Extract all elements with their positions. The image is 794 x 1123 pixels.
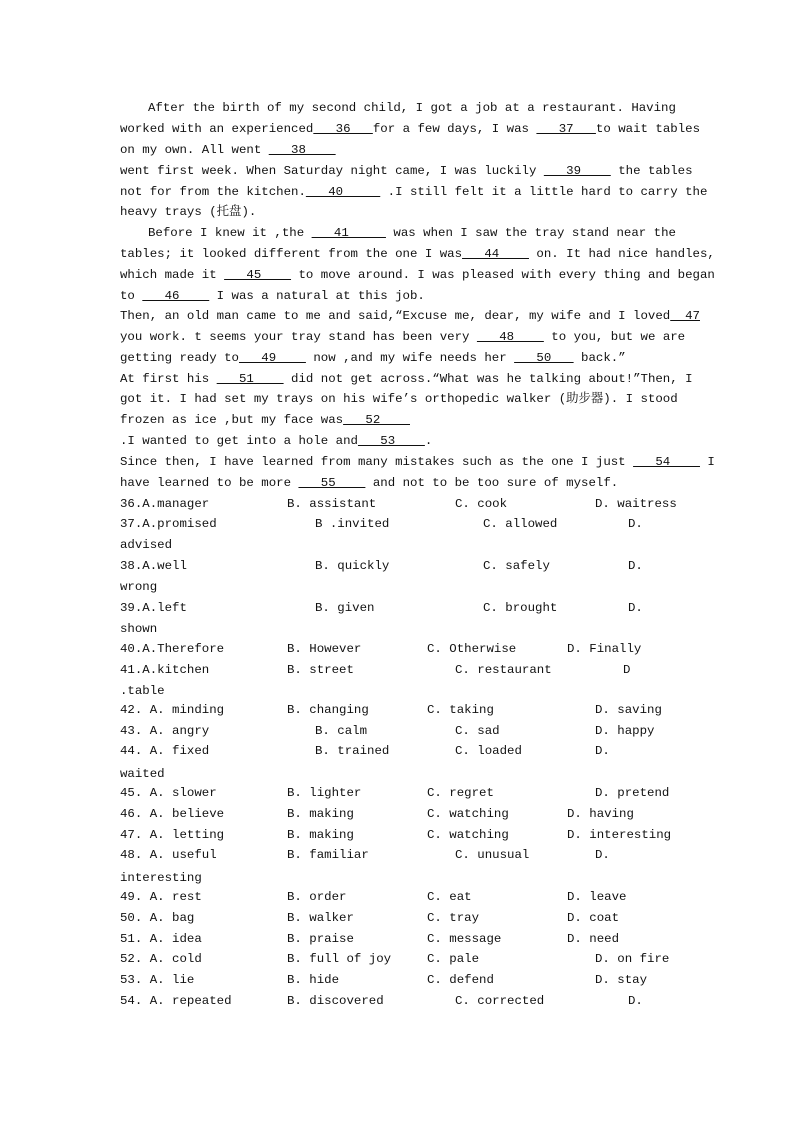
option-d: D. stay (595, 973, 648, 987)
blank-55: 55 (298, 476, 366, 490)
passage-line: you work. t seems your tray stand has been very 48 to you, but we are (120, 330, 686, 344)
option-b: B. order (287, 890, 347, 904)
option-row (120, 495, 677, 514)
option-a: 53. A. lie (120, 973, 195, 987)
option-c: C. sad (455, 724, 500, 738)
option-d: D. waitress (595, 497, 677, 511)
option-c: C. watching (427, 828, 509, 842)
passage-line: Before I knew it ,the 41 was when I saw the tray stand near the (148, 226, 676, 240)
option-a: 54. A. repeated (120, 994, 232, 1008)
option-b: B. street (287, 663, 354, 677)
option-c: C. unusual (455, 848, 530, 862)
passage-line: not for from the kitchen. 40 .I still felt it a little hard to carry the (120, 185, 708, 199)
option-a: 49. A. rest (120, 890, 202, 904)
option-c: C. loaded (455, 744, 522, 758)
option-d: D. (595, 848, 610, 862)
option-b: B. changing (287, 703, 369, 717)
blank-44: 44 (462, 247, 529, 261)
option-c: C. pale (427, 952, 480, 966)
passage-line: .I wanted to get into a hole and 53 . (120, 434, 433, 448)
passage-line: worked with an experienced 36 for a few days, I was 37 to wait tables (120, 122, 701, 136)
option-b: B. discovered (287, 994, 384, 1008)
passage-line: Since then, I have learned from many mistakes such as the one I just 54 I (120, 455, 715, 469)
option-c: C. taking (427, 703, 494, 717)
option-a: 44. A. fixed (120, 744, 210, 758)
blank-54: 54 (633, 455, 700, 469)
option-a: 48. A. useful (120, 848, 217, 862)
option-continuation: interesting (120, 871, 202, 885)
option-b: B. lighter (287, 786, 362, 800)
option-a: 43. A. angry (120, 724, 210, 738)
option-row (120, 930, 674, 949)
blank-40: 40 (305, 185, 381, 199)
blank-52: 52 (343, 413, 410, 427)
option-a: 50. A. bag (120, 911, 195, 925)
option-d: D. coat (567, 911, 620, 925)
blank-37: 37 (536, 122, 596, 136)
option-d: D. leave (567, 890, 627, 904)
option-a: 41.A.kitchen (120, 663, 210, 677)
blank-45: 45 (224, 268, 292, 282)
option-c: C. tray (427, 911, 480, 925)
option-c: C. eat (427, 890, 472, 904)
option-b: B. familiar (287, 848, 369, 862)
option-continuation: waited (120, 767, 165, 781)
blank-48: 48 (476, 330, 544, 344)
option-d: D. saving (595, 703, 662, 717)
option-d: D (623, 663, 631, 677)
option-b: B. given (315, 601, 375, 615)
option-a: 51. A. idea (120, 932, 202, 946)
option-d: D. (595, 744, 610, 758)
option-row (120, 971, 674, 990)
option-b: B. quickly (315, 559, 390, 573)
option-c: C. allowed (483, 517, 558, 531)
option-b: B. assistant (287, 497, 377, 511)
option-d: D. on fire (595, 952, 670, 966)
option-d: D. interesting (567, 828, 672, 842)
blank-50: 50 (514, 351, 574, 365)
option-continuation: advised (120, 538, 173, 552)
option-c: C. defend (427, 973, 494, 987)
passage-line: getting ready to 49 now ,and my wife needs her 50 back.” (120, 351, 626, 365)
option-a: 42. A. minding (120, 703, 225, 717)
option-b: B. walker (287, 911, 354, 925)
blank-41: 41 (311, 226, 386, 240)
passage-line: tables; it looked different from the one I was 44 on. It had nice handles, (120, 247, 715, 261)
option-a: 37.A.promised (120, 517, 217, 531)
option-c: C. message (427, 932, 502, 946)
passage-line: went first week. When Saturday night came, I was luckily 39 the tables (120, 164, 693, 178)
blank-38: 38 (268, 143, 336, 157)
option-b: B. making (287, 828, 354, 842)
option-row (120, 640, 674, 659)
option-d: D. (628, 517, 643, 531)
option-b: B. making (287, 807, 354, 821)
option-d: D. pretend (595, 786, 670, 800)
option-row (120, 557, 674, 576)
option-continuation: shown (120, 622, 158, 636)
option-c: C. corrected (455, 994, 545, 1008)
passage-line: which made it 45 to move around. I was pleased with every thing and began (120, 268, 715, 282)
option-row (120, 599, 674, 618)
option-continuation: wrong (120, 580, 158, 594)
option-b: B .invited (315, 517, 390, 531)
option-c: C. regret (427, 786, 494, 800)
option-c: C. safely (483, 559, 550, 573)
blank-51: 51 (216, 372, 284, 386)
option-row (120, 992, 674, 1011)
passage-line: to 46 I was a natural at this job. (120, 289, 425, 303)
option-d: D. need (567, 932, 620, 946)
option-c: C. cook (455, 497, 508, 511)
option-d: D. (628, 994, 643, 1008)
passage-line: heavy trays (托盘). (120, 205, 257, 219)
option-a: 45. A. slower (120, 786, 217, 800)
option-b: B. trained (315, 744, 390, 758)
option-a: 46. A. believe (120, 807, 225, 821)
passage-line: Then, an old man came to me and said,“Excuse me, dear, my wife and I loved 47 (120, 309, 700, 323)
option-row (120, 805, 674, 824)
passage-line: have learned to be more 55 and not to be too sure of myself. (120, 476, 619, 490)
option-b: B. hide (287, 973, 340, 987)
option-c: C. brought (483, 601, 558, 615)
option-d: D. happy (595, 724, 655, 738)
option-b: B. However (287, 642, 362, 656)
passage-line: got it. I had set my trays on his wife’s orthopedic walker (助步器). I stood (120, 392, 678, 406)
option-a: 47. A. letting (120, 828, 225, 842)
option-row (120, 722, 674, 741)
option-a: 36.A.manager (120, 497, 210, 511)
option-continuation: .table (120, 684, 165, 698)
option-row (120, 784, 674, 803)
passage-line: frozen as ice ,but my face was 52 (120, 413, 410, 427)
option-a: 52. A. cold (120, 952, 202, 966)
blank-36: 36 (313, 122, 373, 136)
option-row (120, 950, 674, 969)
option-b: B. praise (287, 932, 354, 946)
option-d: D. (628, 601, 643, 615)
option-row (120, 742, 674, 761)
option-c: C. Otherwise (427, 642, 517, 656)
blank-49: 49 (238, 351, 306, 365)
option-c: C. watching (427, 807, 509, 821)
option-a: 39.A.left (120, 601, 187, 615)
option-row (120, 909, 674, 928)
option-d: D. having (567, 807, 634, 821)
option-b: B. full of joy (287, 952, 392, 966)
option-b: B. calm (315, 724, 368, 738)
blank-47: 47 (670, 309, 700, 323)
option-row (120, 826, 674, 845)
option-c: C. restaurant (455, 663, 552, 677)
option-row (120, 846, 674, 865)
option-a: 38.A.well (120, 559, 187, 573)
option-row (120, 515, 674, 534)
blank-46: 46 (142, 289, 210, 303)
option-row (120, 661, 674, 680)
option-d: D. (628, 559, 643, 573)
option-row (120, 701, 674, 720)
option-a: 40.A.Therefore (120, 642, 225, 656)
blank-53: 53 (357, 434, 425, 448)
passage-line: on my own. All went 38 (120, 143, 336, 157)
passage-line: At first his 51 did not get across.“What was he talking about!”Then, I (120, 372, 693, 386)
blank-39: 39 (543, 164, 611, 178)
option-d: D. Finally (567, 642, 642, 656)
option-row (120, 888, 674, 907)
passage-line: After the birth of my second child, I got a job at a restaurant. Having (148, 101, 676, 115)
